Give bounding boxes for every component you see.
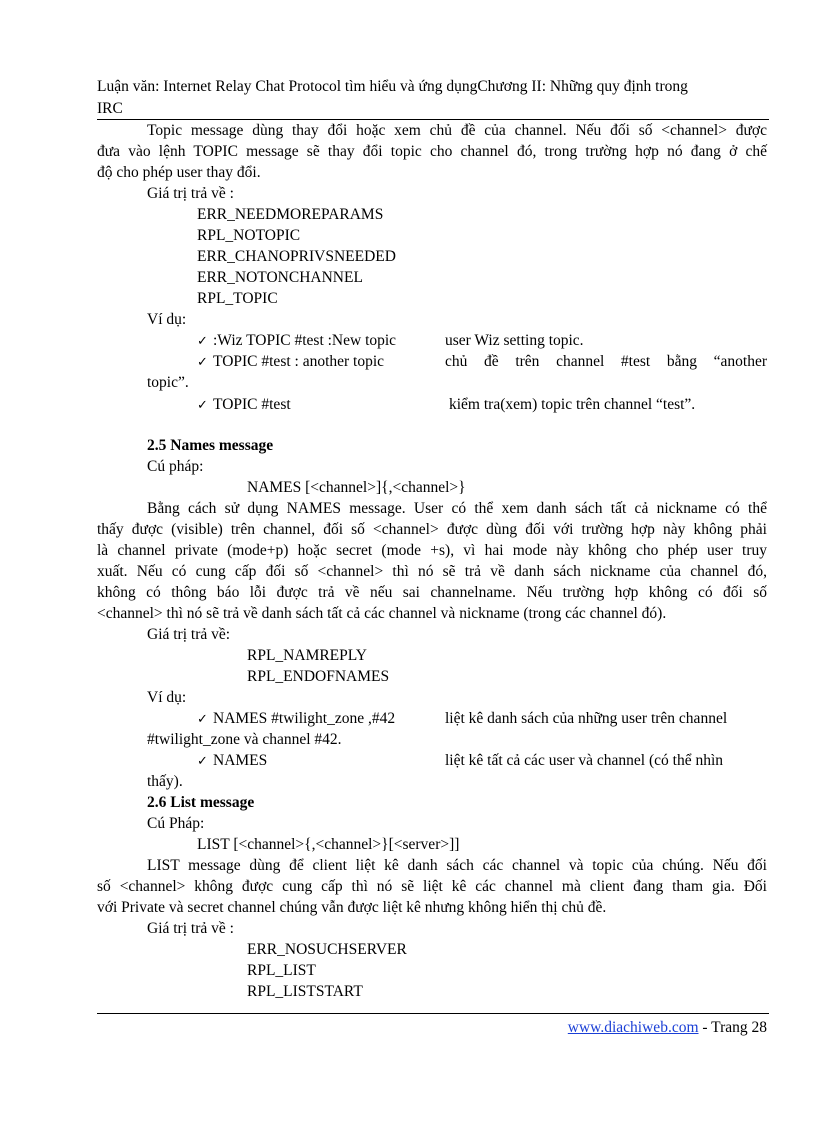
check-mark-icon: ✓	[197, 712, 208, 727]
list-return-code: RPL_LISTSTART	[247, 983, 363, 1000]
check-mark-icon: ✓	[197, 334, 208, 349]
topic-return-code: ERR_NEEDMOREPARAMS	[197, 206, 384, 223]
names-returns-label: Giá trị trả về:	[147, 626, 231, 643]
check-mark-icon: ✓	[197, 754, 208, 769]
topic-return-code: ERR_CHANOPRIVSNEEDED	[197, 248, 396, 265]
list-returns-label: Giá trị trả về :	[147, 920, 234, 937]
check-mark-icon: ✓	[197, 398, 208, 413]
names-paragraph-line1: Bằng cách sử dụng NAMES message. User có thể xem danh sách tất cả nickname có thể	[147, 500, 767, 517]
topic-example-label: Ví dụ:	[147, 311, 187, 328]
topic-example-description: kiểm tra(xem) topic trên channel “test”.	[449, 396, 696, 413]
topic-return-code: RPL_TOPIC	[197, 290, 278, 307]
names-example-command: NAMES #twilight_zone ,#42	[213, 710, 396, 727]
check-mark-icon: ✓	[197, 355, 208, 370]
header-divider	[97, 119, 769, 120]
names-example-description-cont: #twilight_zone và channel #42.	[147, 731, 342, 748]
names-example-description: liệt kê danh sách của những user trên channel	[445, 710, 728, 727]
list-return-code: RPL_LIST	[247, 962, 316, 979]
topic-paragraph-line3: độ cho phép user thay đổi.	[97, 164, 261, 181]
names-example-label: Ví dụ:	[147, 689, 187, 706]
names-example-description: liệt kê tất cả các user và channel (có thể nhìn	[445, 752, 724, 769]
names-syntax-label: Cú pháp:	[147, 458, 204, 475]
header-title-line2: IRC	[97, 100, 123, 117]
topic-paragraph-line1: Topic message dùng thay đổi hoặc xem chủ đề của channel. Nếu đối số <channel> được	[147, 122, 767, 139]
names-example-description-cont: thấy).	[147, 773, 183, 790]
footer-website-link[interactable]: www.diachiweb.com	[567, 1019, 699, 1036]
list-section-heading: 2.6 List message	[147, 794, 255, 811]
list-paragraph-line3: với Private và secret channel chúng vẫn được liệt kê nhưng không hiển thị chủ đề.	[97, 899, 607, 916]
names-return-code: RPL_NAMREPLY	[247, 647, 367, 664]
list-return-code: ERR_NOSUCHSERVER	[247, 941, 407, 958]
list-syntax-label: Cú Pháp:	[147, 815, 205, 832]
topic-example-description: chủ đề trên channel #test bằng “another	[445, 353, 767, 370]
list-paragraph-line1: LIST message dùng để client liệt kê danh sách các channel và topic của chúng. Nếu đối	[147, 857, 767, 874]
topic-example-command: :Wiz TOPIC #test :New topic	[213, 332, 397, 349]
list-syntax: LIST [<channel>{,<channel>}[<server>]]	[197, 836, 460, 853]
topic-paragraph-line2: đưa vào lệnh TOPIC message sẽ thay đổi topic cho channel đó, trong trường hợp nó đang ở chế	[97, 143, 767, 160]
topic-return-code: ERR_NOTONCHANNEL	[197, 269, 363, 286]
footer-page-number: - Trang 28	[698, 1019, 767, 1036]
topic-example-command: TOPIC #test : another topic	[213, 353, 385, 370]
topic-example-description-cont: topic”.	[147, 374, 189, 391]
names-return-code: RPL_ENDOFNAMES	[247, 668, 390, 685]
names-paragraph-line6: <channel> thì nó sẽ trả về danh sách tất cả các channel và nickname (trong các channel đó).	[97, 605, 667, 622]
topic-return-code: RPL_NOTOPIC	[197, 227, 301, 244]
names-paragraph-line2: thấy được (visible) trên channel, đối số <channel> được dùng đối với trường hợp này không phải	[97, 521, 767, 538]
header-title-line1: Luận văn: Internet Relay Chat Protocol tìm hiểu và ứng dụngChương II: Những quy định trong	[97, 78, 688, 95]
names-paragraph-line5: không có thông báo lỗi được trả về nếu sai channelname. Nếu trường hợp không có đối số	[97, 584, 767, 601]
names-example-command: NAMES	[213, 752, 268, 769]
footer	[568, 1019, 767, 1037]
names-paragraph-line4: xuất. Nếu có cung cấp đối số <channel> thì nó sẽ trả về danh sách nickname của channel đó,	[97, 563, 767, 580]
topic-example-command: TOPIC #test	[213, 396, 291, 413]
topic-example-description: user Wiz setting topic.	[445, 332, 584, 349]
names-section-heading: 2.5 Names message	[147, 437, 274, 454]
names-paragraph-line3: là channel private (mode+p) hoặc secret (mode +s), vì hai mode này không cho phép user truy	[97, 542, 767, 559]
footer-divider	[97, 1013, 769, 1014]
topic-returns-label: Giá trị trả về :	[147, 185, 234, 202]
names-syntax: NAMES [<channel>]{,<channel>}	[247, 479, 466, 496]
list-paragraph-line2: số <channel> không được cung cấp thì nó sẽ liệt kê các channel mà client đang tham gia. Đối	[97, 878, 767, 895]
